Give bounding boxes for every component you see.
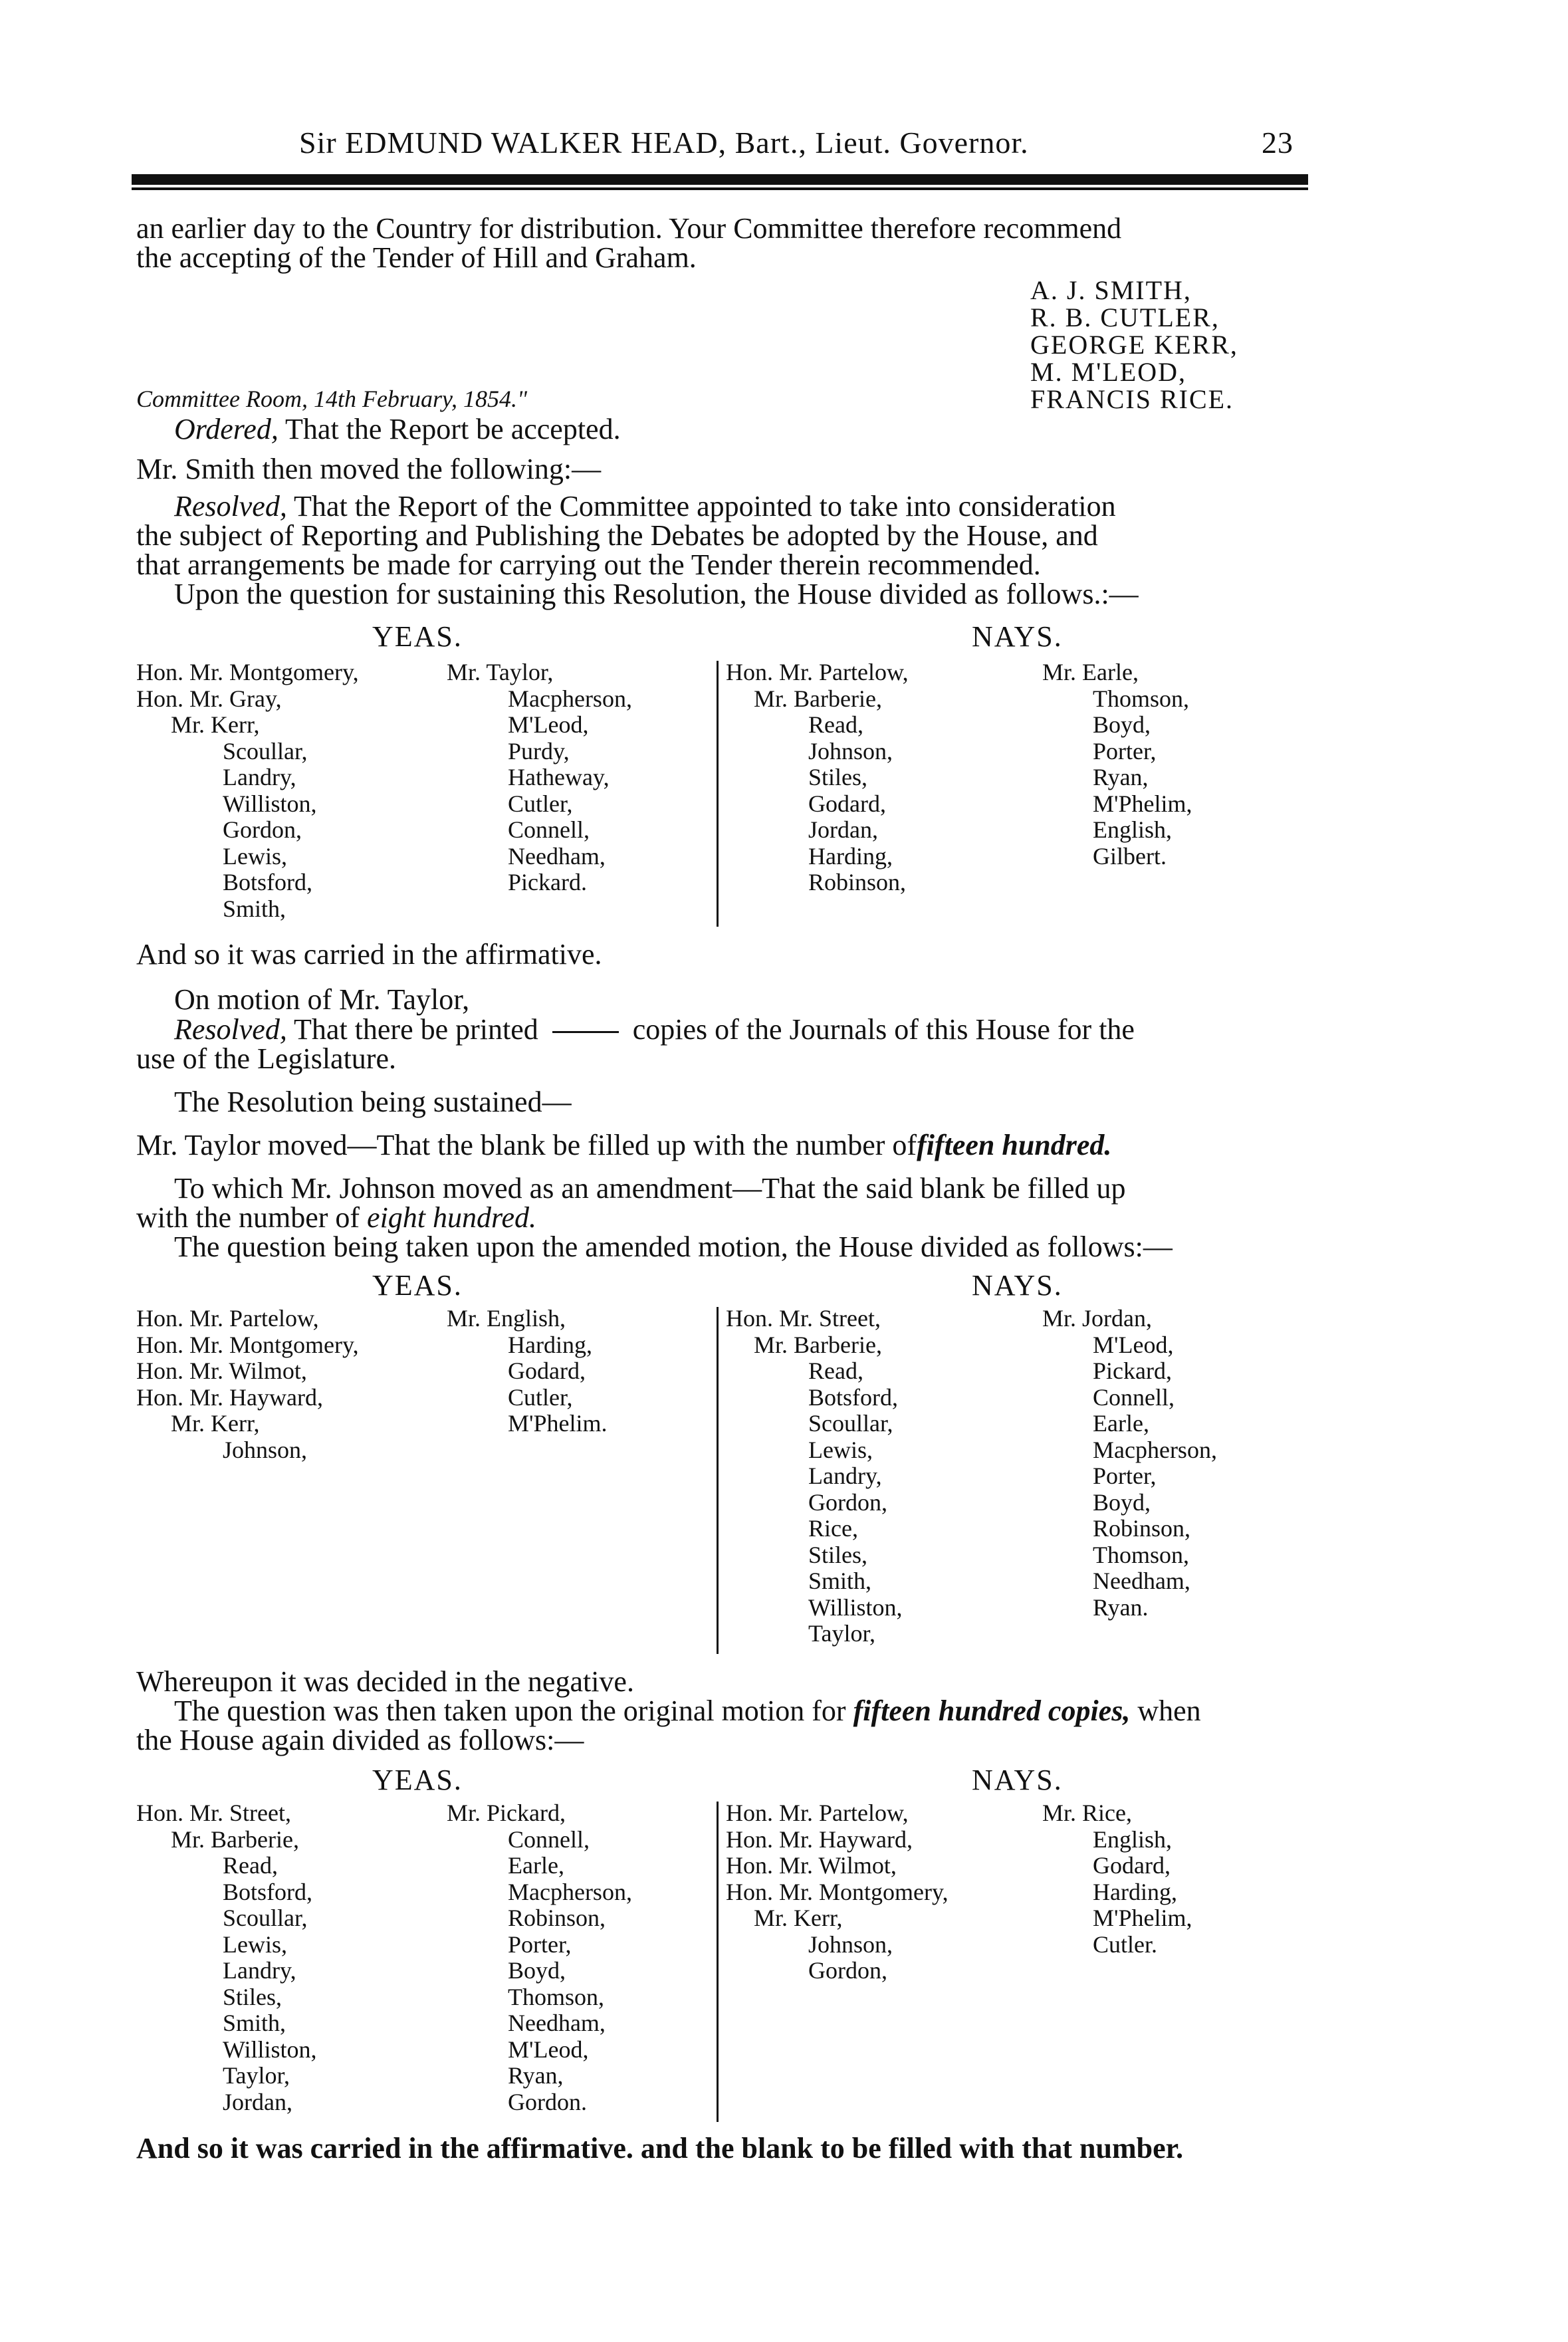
member: Mr. Earle, xyxy=(1042,659,1139,685)
member: Porter, xyxy=(1093,737,1157,764)
signatory: GEORGE KERR, xyxy=(1030,330,1238,360)
division-2-nays-col-2 xyxy=(1042,1306,1217,1621)
taylor-moved xyxy=(136,1131,1111,1160)
member: Landry, xyxy=(808,1463,882,1489)
member: Lewis, xyxy=(223,842,287,870)
member: Cutler, xyxy=(508,1383,573,1411)
question-1: Upon the question for sustaining this Resolution, the House divided as follows.:— xyxy=(174,578,1139,610)
resolved-2-line-2: use of the Legislature. xyxy=(136,1042,396,1075)
member: Hon. Mr. Montgomery, xyxy=(136,1331,359,1358)
resolved-text: That the Report of the Committee appointed to take into consideration xyxy=(294,490,1116,523)
resolved-2-line-1 xyxy=(174,1015,1135,1044)
committee-date: Committee Room, 14th February, 1854." xyxy=(136,386,528,412)
header-rule-thin xyxy=(132,187,1308,190)
member: Connell, xyxy=(1093,1383,1175,1411)
question-3-when: when xyxy=(1137,1695,1201,1727)
resolved-word: Resolved, xyxy=(174,490,287,523)
ordered-text: That the Report be accepted. xyxy=(285,413,621,445)
member: Mr. Taylor, xyxy=(447,659,554,685)
member: M'Phelim, xyxy=(1093,1905,1192,1931)
member: Hon. Mr. Hayward, xyxy=(726,1825,913,1853)
smith-moved: Mr. Smith then moved the following:— xyxy=(136,453,602,485)
member: Macpherson, xyxy=(508,1878,632,1905)
member: Hon. Mr. Partelow, xyxy=(726,659,909,685)
member: Hon. Mr. Street, xyxy=(136,1800,291,1826)
member: Mr. Kerr, xyxy=(171,1410,260,1437)
yeas-heading-2: YEAS. xyxy=(372,1269,463,1302)
member: Macpherson, xyxy=(1093,1436,1217,1463)
question-3-number: fifteen hundred copies, xyxy=(853,1695,1131,1727)
member: Scoullar, xyxy=(223,737,308,764)
member: Hon. Mr. Wilmot, xyxy=(726,1852,897,1879)
member: Mr. Kerr, xyxy=(754,1905,843,1931)
member: Taylor, xyxy=(223,2062,290,2089)
member: Boyd, xyxy=(1093,711,1151,738)
member: Mr. English, xyxy=(447,1305,566,1332)
member: Gordon, xyxy=(223,816,302,843)
member: Stiles, xyxy=(808,1541,868,1568)
member: Lewis, xyxy=(223,1931,287,1958)
running-header: Sir EDMUND WALKER HEAD, Bart., Lieut. Governor. xyxy=(299,126,1029,160)
report-line-2: the accepting of the Tender of Hill and Graham. xyxy=(136,241,697,274)
johnson-amendment-line-2 xyxy=(136,1203,536,1232)
member: Stiles, xyxy=(223,1983,282,2010)
result-3: And so it was carried in the affirmative. and the blank to be filled with that number. xyxy=(136,2132,1184,2165)
resolved-text-cont: copies of the Journals of this House for the xyxy=(632,1013,1135,1046)
result-1: And so it was carried in the affirmative. xyxy=(136,938,602,971)
member: Johnson, xyxy=(808,1931,893,1958)
division-3-divider xyxy=(717,1802,719,2122)
member: Smith, xyxy=(223,895,286,922)
division-3-yeas-col-1 xyxy=(136,1800,317,2115)
header-rule xyxy=(132,174,1308,185)
member: Connell, xyxy=(508,1825,590,1853)
member: Robinson, xyxy=(508,1905,606,1931)
johnson-text: with the number of xyxy=(136,1201,360,1234)
member: Hon. Mr. Wilmot, xyxy=(136,1357,307,1384)
member: Stiles, xyxy=(808,764,868,790)
resolved-1-line-1 xyxy=(174,492,1116,521)
member: Boyd, xyxy=(1093,1488,1151,1516)
member: Williston, xyxy=(223,2036,317,2063)
member: Pickard, xyxy=(1093,1357,1172,1384)
page-number: 23 xyxy=(1262,126,1293,160)
member: Gordon, xyxy=(808,1957,887,1984)
member: Hon. Mr. Hayward, xyxy=(136,1383,323,1411)
signatory: M. M'LEOD, xyxy=(1030,357,1186,387)
member: Hon. Mr. Partelow, xyxy=(136,1305,319,1332)
member: Lewis, xyxy=(808,1436,873,1463)
member: Scoullar, xyxy=(808,1410,893,1437)
member: Gordon, xyxy=(808,1488,887,1516)
division-1-divider xyxy=(717,661,719,927)
resolution-sustained: The Resolution being sustained— xyxy=(174,1086,572,1118)
nays-heading-3: NAYS. xyxy=(972,1764,1063,1796)
member: English, xyxy=(1093,1825,1173,1853)
division-3-nays-col-2 xyxy=(1042,1800,1192,1958)
member: Botsford, xyxy=(808,1383,898,1411)
resolved-text: That there be printed xyxy=(294,1013,538,1046)
member: Gordon. xyxy=(508,2088,587,2115)
member: M'Phelim, xyxy=(1093,790,1192,817)
signatory: R. B. CUTLER, xyxy=(1030,302,1220,332)
member: Johnson, xyxy=(808,737,893,764)
member: Read, xyxy=(808,1357,863,1384)
ordered-word: Ordered, xyxy=(174,413,279,445)
member: Smith, xyxy=(223,2010,286,2036)
division-2-divider xyxy=(717,1307,719,1654)
johnson-number: eight hundred. xyxy=(367,1201,537,1234)
member: Macpherson, xyxy=(508,685,632,712)
question-2: The question being taken upon the amended motion, the House divided as follows:— xyxy=(174,1230,1173,1263)
member: Thomson, xyxy=(508,1983,605,2010)
member: Hon. Mr. Gray, xyxy=(136,685,282,712)
result-2: Whereupon it was decided in the negative. xyxy=(136,1665,634,1698)
member: Mr. Barberie, xyxy=(754,685,882,712)
member: Harding, xyxy=(508,1331,592,1358)
member: Johnson, xyxy=(223,1436,308,1463)
member: Thomson, xyxy=(1093,1541,1190,1568)
member: Robinson, xyxy=(808,869,907,895)
member: Needham, xyxy=(1093,1568,1190,1594)
yeas-heading-1: YEAS. xyxy=(372,620,463,653)
member: Harding, xyxy=(808,842,893,870)
member: English, xyxy=(1093,816,1173,843)
member: Hon. Mr. Montgomery, xyxy=(136,659,359,685)
member: Purdy, xyxy=(508,737,570,764)
division-1-nays-col-2 xyxy=(1042,659,1192,870)
division-2-yeas-col-1 xyxy=(136,1306,359,1463)
member: Mr. Barberie, xyxy=(754,1331,882,1358)
member: Robinson, xyxy=(1093,1515,1191,1542)
member: Earle, xyxy=(1093,1410,1149,1437)
member: Cutler, xyxy=(508,790,573,817)
member: Ryan, xyxy=(1093,764,1149,790)
member: Connell, xyxy=(508,816,590,843)
member: Godard, xyxy=(1093,1852,1171,1879)
question-3-line-2: the House again divided as follows:— xyxy=(136,1724,584,1756)
member: Landry, xyxy=(223,1957,296,1984)
member: Hatheway, xyxy=(508,764,610,790)
member: Harding, xyxy=(1093,1878,1177,1905)
member: Ryan, xyxy=(508,2062,564,2089)
taylor-motion: On motion of Mr. Taylor, xyxy=(174,983,470,1016)
report-line-1: an earlier day to the Country for distribution. Your Committee therefore recommend xyxy=(136,212,1122,245)
signatory: FRANCIS RICE. xyxy=(1030,384,1234,414)
member: Mr. Barberie, xyxy=(171,1825,299,1853)
member: M'Leod, xyxy=(1093,1331,1174,1358)
member: Mr. Rice, xyxy=(1042,1800,1132,1826)
johnson-amendment-line-1: To which Mr. Johnson moved as an amendment—That the said blank be filled up xyxy=(174,1172,1126,1205)
division-1-nays-col-1 xyxy=(726,659,909,896)
member: Read, xyxy=(808,711,863,738)
member: Needham, xyxy=(508,2010,606,2036)
member: Hon. Mr. Street, xyxy=(726,1305,881,1332)
member: Earle, xyxy=(508,1852,564,1879)
division-3-yeas-col-2 xyxy=(447,1800,632,2115)
member: Gilbert. xyxy=(1093,842,1167,870)
member: Mr. Kerr, xyxy=(171,711,260,738)
member: Scoullar, xyxy=(223,1905,308,1931)
member: Godard, xyxy=(808,790,886,817)
signatory: A. J. SMITH, xyxy=(1030,275,1192,305)
taylor-number: fifteen hundred. xyxy=(917,1129,1112,1161)
member: Williston, xyxy=(223,790,317,817)
member: Landry, xyxy=(223,764,296,790)
member: Porter, xyxy=(1093,1463,1157,1489)
member: Rice, xyxy=(808,1515,858,1542)
member: Jordan, xyxy=(808,816,878,843)
division-1-yeas-col-2 xyxy=(447,659,632,896)
member: Williston, xyxy=(808,1593,903,1621)
member: Hon. Mr. Montgomery, xyxy=(726,1878,949,1905)
member: Boyd, xyxy=(508,1957,566,1984)
member: Taylor, xyxy=(808,1620,876,1647)
signatories xyxy=(1030,277,1238,413)
question-3-line-1 xyxy=(174,1697,1201,1726)
question-3-text: The question was then taken upon the original motion for xyxy=(174,1695,846,1727)
member: Jordan, xyxy=(223,2088,292,2115)
yeas-heading-3: YEAS. xyxy=(372,1764,463,1796)
member: Mr. Pickard, xyxy=(447,1800,566,1826)
member: Thomson, xyxy=(1093,685,1190,712)
member: Godard, xyxy=(508,1357,586,1384)
division-2-nays-col-1 xyxy=(726,1306,903,1647)
member: Pickard. xyxy=(508,869,587,895)
resolved-word: Resolved, xyxy=(174,1013,287,1046)
member: M'Leod, xyxy=(508,2036,589,2063)
member: Hon. Mr. Partelow, xyxy=(726,1800,909,1826)
member: M'Leod, xyxy=(508,711,589,738)
taylor-moved-text: Mr. Taylor moved—That the blank be filled up with the number of xyxy=(136,1129,917,1161)
ordered-line xyxy=(174,415,621,444)
division-2-yeas-col-2 xyxy=(447,1306,608,1437)
nays-heading-1: NAYS. xyxy=(972,620,1063,653)
member: Mr. Jordan, xyxy=(1042,1305,1152,1332)
member: Smith, xyxy=(808,1568,872,1594)
resolved-1-line-3: that arrangements be made for carrying out the Tender therein recommended. xyxy=(136,548,1041,581)
member: Needham, xyxy=(508,842,606,870)
member: Botsford, xyxy=(223,1878,312,1905)
member: Ryan. xyxy=(1093,1593,1149,1621)
member: Botsford, xyxy=(223,869,312,895)
member: Cutler. xyxy=(1093,1931,1157,1958)
member: Read, xyxy=(223,1852,278,1879)
division-1-yeas-col-1 xyxy=(136,659,359,922)
resolved-1-line-2: the subject of Reporting and Publishing the Debates be adopted by the House, and xyxy=(136,519,1098,552)
division-3-nays-col-1 xyxy=(726,1800,949,1984)
nays-heading-2: NAYS. xyxy=(972,1269,1063,1302)
blank-line xyxy=(552,1031,619,1033)
member: M'Phelim. xyxy=(508,1410,608,1437)
member: Porter, xyxy=(508,1931,572,1958)
